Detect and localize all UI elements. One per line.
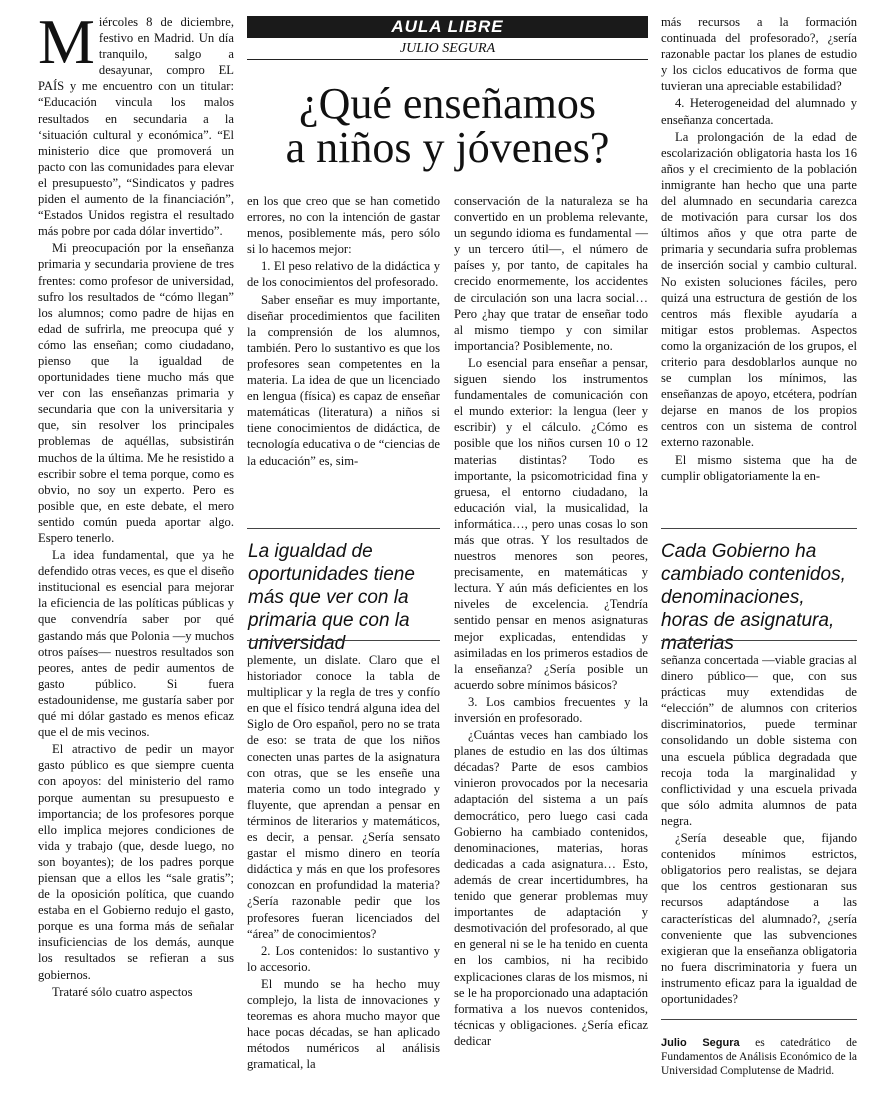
headline [247, 79, 648, 172]
pull-quote-2: Cada Gobierno ha cambiado contenidos, denominaciones, horas de asignatura, materias [661, 541, 846, 654]
column-4-bottom [661, 652, 857, 1079]
paragraph: plemente, un dislate. Claro que el historiador conoce la tabla de multiplicar y la regla de tres y confío en que el físico tendrá alguna idea del Siglo de Oro español, pero no se trata de eso: se trata de que los niños conecten unas partes de la asignatura con otras, que se les enseñe una materia como un todo integrado y fluyente, que aprendan a pensar en términos de literarios y matemáticos, es decir, a pensar. ¿Sería sensato gastar el mismo dinero en teoría didáctica y más en que los profesores conozcan en profundidad la materia? ¿Sería razonable pedir que los profesores fueran licenciados del “área” de conocimientos? [247, 653, 440, 941]
divider [247, 640, 440, 641]
column-3 [454, 193, 648, 1050]
column-2-bottom [247, 652, 440, 1073]
paragraph: conservación de la naturaleza se ha convertido en un problema relevante, un segundo idioma es fundamental —y un tercero útil—, el número de países y, por tanto, de capitales ha crecido enormemente, los accidentes de circulación son una lacra social… Pero ¿hay que tratar de enseñar todo al mismo tiempo y con similar importancia? Posiblemente, no. [454, 194, 648, 353]
paragraph: más recursos a la formación continuada del profesorado?, ¿sería razonable pactar los planes de estudio y los ciclos educativos de forma que tuvieran una apreciable estabilidad? [661, 15, 857, 94]
section-heading: 4. Heterogeneidad del alumnado y enseñanza concertada. [661, 96, 857, 127]
paragraph: Lo esencial para enseñar a pensar, siguen siendo los instrumentos fundamentales de comunicación con el mundo exterior: la lengua (leer y escribir) y el cálculo. ¿Cómo es posible que los niños cursen 10 o 12 materias distintas? Todo es importante, la psicomotricidad fina y gruesa, el entorno ciudadano, la educación vial, la musicalidad, la informática…, pero unas cosas lo son más que otras. Y los resultados de nuestros menores son peores, precisamente, en matemáticas y lectura. Y aún más deficientes en los niveles de excelencia. ¿Tendría sentido pensar en menos asignaturas mejor explicadas, entendidas y asimiladas en los primeros estadios de la enseñanza? ¿Sería posible un acuerdo sobre mínimos básicos? [454, 355, 648, 692]
divider [661, 1019, 857, 1020]
paragraph: Mi preocupación por la enseñanza primaria y secundaria proviene de tres frentes: como profesor de universidad, sufro los resultados de “cómo llegan” los alumnos; como padre de hijas en edad de sufrirla, me preocupa qué y cómo las enseñan; como ciudadano, pienso que la igualdad de oportunidades tiene mucho más que ver con las enseñanzas primaria y secundaria que con la universitaria y que, sin resolver los principales problemas de aquéllas, subsistirán muchos de la última. Me he resistido a escribir sobre el tema porque, como es obvio, no soy un experto. Pero es posible que, en este debate, el mero sentido común pueda aportar algo. Espero tenerlo. [38, 241, 234, 545]
divider [661, 640, 857, 641]
divider [661, 528, 857, 529]
drop-cap: M [38, 6, 95, 77]
section-heading: 1. El peso relativo de la didáctica y de los conocimientos del profesorado. [247, 259, 440, 290]
column-2-top [247, 193, 440, 470]
pull-quote-1: La igualdad de oportunidades tiene más que ver con la primaria que con la universidad [248, 541, 415, 654]
section-tag: AULA LIBRE [247, 16, 648, 38]
paragraph: Saber enseñar es muy importante, diseñar procedimientos que faciliten la comprensión de los alumnos, también. Pero lo sustantivo es que los profesores sean competentes en la materia. La idea de que un licenciado en lengua (física) es capaz de enseñar matemáticas (literatura) a niños si tiene conocimientos de didáctica, de tecnología educativa o de “ciencias de la educación” es, sim- [247, 292, 440, 468]
headline-line-2: a niños y jóvenes? [285, 123, 610, 172]
paragraph: en los que creo que se han cometido errores, no con la intención de gastar menos, posiblemente más, pero sólo si lo hacemos mejor: [247, 194, 440, 257]
column-4-top [661, 14, 857, 485]
author-bio-name: Julio Segura [661, 1037, 740, 1050]
paragraph: El atractivo de pedir un mayor gasto público es que siempre cuenta con apoyos: del ministerio del ramo porque aumentan su presupuesto e importancia; de los profesores porque ello implica mejores condiciones de vida y trabajo (que, desde luego, no son boyantes); de los padres porque piensan que a ellos les “sale gratis”; de la oposición política, que cuando estaba en el Gobierno redujo el gasto, porque es una forma más de señalar insuficiencias de los demás, aunque los resultados se refieran a sus gobiernos. [38, 742, 234, 982]
author-bio-text: es catedrático de Fundamentos de Análisis Económico de la Universidad Complutense de Madrid. [661, 1037, 857, 1078]
section-heading: 3. Los cambios frecuentes y la inversión en profesorado. [454, 694, 648, 725]
paragraph: ¿Cuántas veces han cambiado los planes de estudio en las dos últimas décadas? Parte de esos cambios vinieron provocados por la necesaria adaptación del sistema a un país democrático, pero luego casi cada Gobierno ha cambiado contenidos, denominaciones, materias, horas dedicadas a cada asignatura… Esto, además de crear incertidumbres, ha tenido que generar problemas muy importantes de adaptación y desmotivación del profesorado, al que en general ni se le ha tenido en cuenta en los cambios, ni ha recibido explicaciones claras de los mismos, ni se le ha proporcionado una adaptación formativa a los nuevos contenidos, técnicas y obligaciones. ¿Sería eficaz dedicar [454, 728, 648, 1048]
paragraph: iércoles 8 de diciembre, festivo en Madrid. Un día tranquilo, salgo a desayunar, compro EL PAÍS y me encuentro con un titular: “Educación vincula los malos resultados en secundaria a la ‘situación cultural y económica”. “El ministerio dice que promoverá un pacto con las comunidades para elevar el presupuesto”, “Sindicatos y padres piden el aumento de la financiación”, “Estados Unidos registra el resultado más pobre por cada dólar invertido”. [38, 15, 234, 239]
paragraph: La idea fundamental, que ya he defendido otras veces, es que el diseño institucional es esencial para mejorar la eficiencia de las políticas públicas y que convendría saber por qué gastando más que Polonia —y muchos otros países— nuestros resultados son peores, antes de pedir aumentos de gasto público. Si fuera estadounidense, me gustaría saber por qué mi dólar gastado es menos eficaz que el de mis vecinos. [38, 548, 234, 740]
headline-line-1: ¿Qué enseñamos [299, 79, 596, 128]
author-byline: JULIO SEGURA [247, 41, 648, 60]
paragraph: El mismo sistema que ha de cumplir obligatoriamente la en- [661, 452, 857, 483]
paragraph: ¿Sería deseable que, fijando contenidos mínimos estrictos, obligatorios pero realistas, se dejara que los centros gestionaran sus recursos adaptándose a las características del alumnado?, ¿sería conveniente que las subvenciones exigieran que la enseñanza obligatoria no fuera discriminatoria y fuera un instrumento eficaz para la igualdad de oportunidades? [661, 831, 857, 1006]
column-1 [38, 6, 234, 1001]
paragraph: señanza concertada —viable gracias al dinero público— que, con sus prácticas muy extendidas de “elección” de alumnos con criterios discriminatorios, puede terminar consolidando un doble sistema con una escuela pública degradada que recoja toda la marginalidad y conflictividad y una escuela privada que sólo admita alumnos de pata negra. [661, 653, 857, 828]
paragraph: El mundo se ha hecho muy complejo, la lista de innovaciones y teoremas es ahora mucho mayor que hace pocas décadas, se han aplicado métodos numéricos al análisis gramatical, la [247, 976, 440, 1072]
paragraph: Trataré sólo cuatro aspectos [52, 984, 193, 999]
paragraph: La prolongación de la edad de escolarización obligatoria hasta los 16 años y el crecimiento de la población inmigrante han hecho que una parte del alumnado en secundaria carezca de motivación para cursar los dos últimos años y que otra parte de primaria y secundaria sufra problemas de inserción social y cambio cultural. No existen soluciones fáciles, pero quizá una estructura de gestión de los centros más flexible ayudaría a mitigar estos problemas. Aspectos como la organización de los grupos, el criterio para desdoblarlos aunque no se cumplan los mínimos, las enseñanzas de apoyo, etcétera, podrían dejarse en manos de los propios centros con un sistema de control externo razonable. [661, 129, 857, 450]
author-bio [661, 1036, 857, 1078]
section-heading: 2. Los contenidos: lo sustantivo y lo accesorio. [247, 943, 440, 974]
divider [247, 528, 440, 529]
